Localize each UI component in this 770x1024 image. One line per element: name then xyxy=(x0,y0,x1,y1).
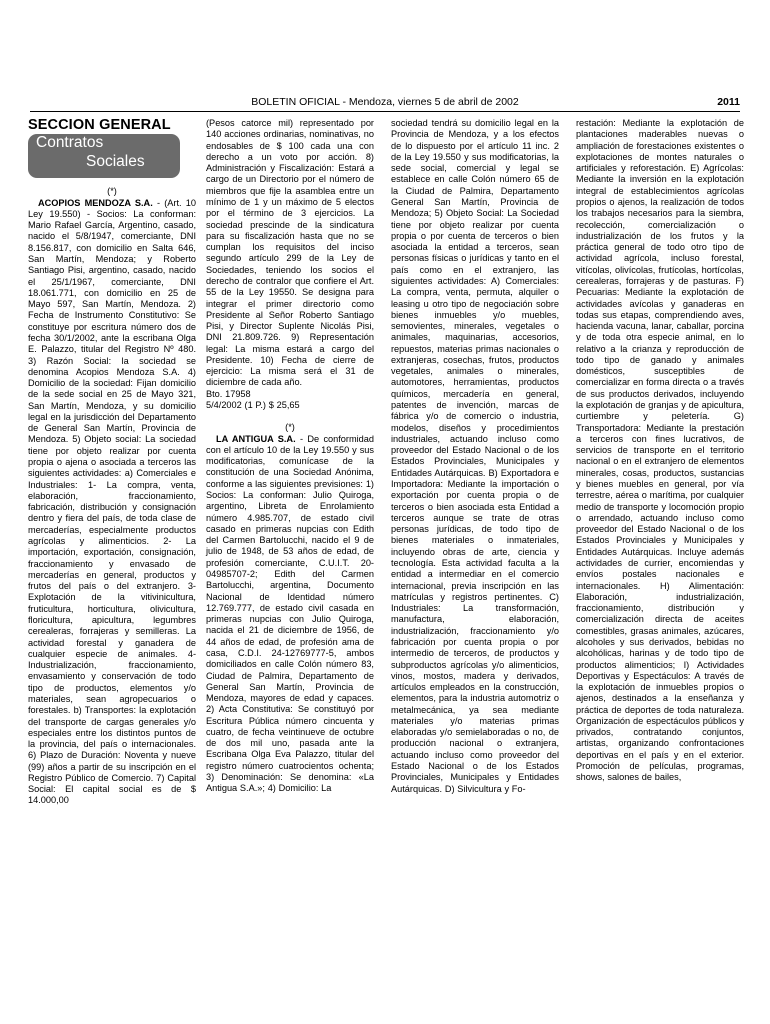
contratos-sociales-banner xyxy=(28,134,180,178)
header-title: BOLETIN OFICIAL - Mendoza, viernes 5 de abril de 2002 xyxy=(251,96,519,108)
notice-date-price: 5/4/2002 (1 P.) $ 25,65 xyxy=(206,400,300,411)
notice-continuation: restación: Mediante la explotación de plantaciones maderables nuevas o ampliación de forestaciones existentes o explotaciones de montes naturales o artificiales y reforestación. E) Agrícolas: Mediante la inversión en la explotación integral de establecimientos agrícolas propios o ajenos, la realización de todos los trabajos necesarios para la siembra, recolección, comercialización o industrialización de los frutos y la práctica general de todo otro tipo de actividad agrícola, incluso forestal, vitícolas, olivícolas, frutícolas, hortícolas, cerealeras, forrajeras y de pasturas. F) Pecuarias: Mediante la explotación de actividades avícolas y ganaderas en todas sus etapas, comprendiendo aves, hacienda vacuna, lanar, caballar, porcina y de toda otra especie animal, en lo relativo a la crianza y reproducción de todo tipo de ganado y animales domésticos, susceptibles de comercializar en forma directa o a través de sus productos derivados, incluyendo la explotación de granjas y de apicultura, curtiembre y peletería. G) Transportadora: Mediante la prestación a terceros con fines lucrativos, de servicios de transporte en el territorio nacional o en el extranjero de elementos minerales, cosas, productos, sustancias y bienes muebles en general, por vía terrestre, aérea o marítima, por cualquier medio de transporte y locomoción propio o arrendado, actuando incluso como proveedor del Estado Nacional o de los Estados Provinciales y Municipales y Entidades Autárquicas. Incluye además actividades de currier, encomiendas y envíos postales nacionales e internacionales. H) Alimentación: Elaboración, industrialización, fraccionamiento, distribución y comercialización directa de aceites comestibles, grasas animales, azúcares, alcoholes y sus derivados, bebidas no alcohólicas, harinas y de todo tipo de productos alimenticios; I) Actividades Deportivas y Espectáculos: A través de la explotación de inmuebles propios o ajenos, destinados a la enseñanza y práctica de deportes de toda naturaleza. Organización de espectáculos públicos y privados, contratando conjuntos, artistas, organizando confrontaciones deportivas en el país y en el exterior. Promoción de películas, programas, shows, salones de bailes, xyxy=(576,118,744,783)
header-rule xyxy=(30,111,740,112)
column-1 xyxy=(28,118,196,807)
notice-body: - (Art. 10 Ley 19.550) - Socios: La conforman: Mario Rafael García, Argentino, casado, nacido el 5/8/1947, comerciante, DNI 8.156.817, con domicilio en Salta 646, San Martín, Mendoza; y Roberto Santiago Pisi, argentino, casado, nacido el 25/1/1967, comerciante, DNI 18.061.771, con domicilio en 25 de Mayo 597, San Martín, Mendoza. 2) Fecha de Instrumento Constitutivo: Se constituye por escritura número dos de fecha 30/1/2002, ante la escribana Olga E. Palazzo, titular del Registro Nº 480. 3) Razón Social: la sociedad se denomina Acopios Mendoza S.A. 4) Domicilio de la sociedad: Fijan domicilio de la sede social en 25 de Mayo 321, San Martín, Mendoza, y su domicilio legal en la jurisdicción del Departamento de General San Martín, Provincia de Mendoza. 5) Objeto social: La sociedad tiene por objeto realizar por cuenta propia o ajena o asociada a terceros las siguientes actividades: a) Comerciales e Industriales: 1- La compra, venta, elaboración, fraccionamiento, fabricación, distribución y consignación dentro y fiera del país, de toda clase de mercaderías, especialmente productos agrícolas y alimenticios. 2- La importación, exportación, consignación, fraccionamiento y envasado de mercaderías en general, productos y frutos del país o del extranjero. 3- Explotación de la vitivinicultura, fruticultura, horticultura, olivicultura, floricultura, apicultura, legumbres cerealeras, forrajeras y semilleras. La actividad forestal y ganadera de cualquier especie de animales. 4- Industrialización, fraccionamiento, envasamiento y conservación de todo tipo de productos, elementos y/o materiales, sean agropecuarios o forestales. b) Transportes: la explotación del transporte de cargas generales y/o especiales entre los distintos puntos de la provincia, del país o internacionales. 6) Plazo de Duración: Noventa y nueve (99) años a partir de su inscripción en el Registro Público de Comercio. 7) Capital Social: El capital social es de $ 14.000,00 xyxy=(28,197,196,806)
section-title: SECCION GENERAL xyxy=(28,117,171,133)
notice-star: (*) xyxy=(107,186,117,197)
notice-la-antigua xyxy=(206,434,374,795)
page-header xyxy=(30,96,740,110)
page-number: 2011 xyxy=(717,96,740,108)
banner-line-2: Sociales xyxy=(86,153,145,171)
banner-line-1: Contratos xyxy=(36,134,104,152)
notice-body: - De conformidad con el artículo 10 de la Ley 19.550 y sus modificatorias, comunícase de la constitución de una Sociedad Anónima, conforme a las siguientes previsiones: 1) Socios: La conforman: Julio Quiroga, argentino, Libreta de Enrolamiento número 4.985.707, de estado civil casado en primeras nupcias con Edith del Carmen Bartolucchi, nacido el 9 de julio de 1948, de 53 años de edad, de profesión comerciante, C.U.I.T. 20-04985707-2; Edith del Carmen Bartolucchi, argentina, Documento Nacional de Identidad número 12.769.777, de estado civil casada en primeras nupcias con Julio Quiroga, nacida el 21 de diciembre de 1956, de 44 años de edad, de profesión ama de casa, C.D.I. 24-12769777-5, ambos domiciliados en calle Colón número 83, Ciudad de Palmira, Departamento de General San Martín, Provincia de Mendoza, mayores de edad y capaces. 2) Acta Constitutiva: Se constituyó por Escritura Pública número cincuenta y cuatro, de fecha veintinueve de octubre de dos mil uno, pasada ante la Escribana Olga Eva Palazzo, titular del registro número cuatrocientos ochenta; 3) Denominación: Se denomina: «La Antigua S.A.»; 4) Domicilio: La xyxy=(206,433,374,794)
column-2 xyxy=(206,118,374,795)
notice-acopios-mendoza xyxy=(28,198,196,807)
company-name: LA ANTIGUA S.A. xyxy=(216,433,296,444)
notice-star: (*) xyxy=(285,422,295,433)
notice-continuation: (Pesos catorce mil) representado por 140 acciones ordinarias, nominativas, no endosables de $ 100 cada una con derecho a un voto por acción. 8) Administración y Fiscalización: Estará a cargo de un Directorio por el número de miembros que fije la asamblea entre un mínimo de 1 y un máximo de 5 electos por el término de 3 ejercicios. La sociedad prescinde de la sindicatura para su fiscalización hasta que no se cumplan los requisitos del inciso segundo artículo 299 de la Ley de Sociedades, teniendo los socios el derecho de contralor que confiere el Art. 55 de la Ley 19550. Se designa para integrar el primer directorio como Presidente al Señor Roberto Santiago Pisi, y Director Suplente Nicolás Pisi, DNI 21.809.726. 9) Representación legal: La misma estará a cargo del Presidente. 10) Fecha de cierre de ejercicio: La misma será el 31 de diciembre de cada año. xyxy=(206,118,374,388)
column-3 xyxy=(391,118,559,795)
notice-continuation: sociedad tendrá su domicilio legal en la Provincia de Mendoza, y a los efectos de lo dispuesto por el artículo 11 inc. 2 de la Ley 19.550 y sus modificatorias, la sede social, comercial y legal se establece en calle Colón número 65 de la Ciudad de Palmira, Departamento General San Martín, Provincia de Mendoza; 5) Objeto Social: La Sociedad tiene por objeto realizar por cuenta propia o por cuenta de terceros o bien asociada la entidad a terceros, sean personas físicas o jurídicas y tanto en el país como en el extranjero, las siguientes actividades: A) Comerciales: La compra, venta, permuta, alquiler o leasing u otro tipo de negociación sobre bienes inmuebles y/o muebles, semovientes, minerales, vegetales o animales, maquinarias, accesorios, repuestos, materias primas nacionales o extranjeras, cosechas, frutos, productos vegetales, animales o minerales, automotores, herramientas, productos químicos, mercadería en general, patentes de invención, marcas de fábrica y/o de comercio o industria, modelos, diseños y procedimientos industriales, actuando incluso como proveedor del Estado Nacional o de los Estados Provinciales, Municipales y Entidades Autárquicas. B) Exportadora e Importadora: Mediante la importación o exportación por cuenta propia o de terceros o bien asociada esta Entidad a terceros aunque se trate de otras personas jurídicas, de todo tipo de bienes materiales o inmateriales, incluyendo obras de arte, ciencia y tecnología. Esta actividad faculta a la entidad a intermediar en el comercio internacional, previa inscripción en las matrículas y registros pertinentes. C) Industriales: La transformación, manufactura, elaboración, industrialización, fraccionamiento y/o fabricación por cuenta propia o por intermedio de terceros, de productos y subproductos agrícolas y/o alimenticios, vinos, mostos, madera y derivados, artículos empleados en la construcción, elementos, para la industria automotriz o metalmecánica, ya sea mediante materiales y/o materias primas elaboradas y/o semielaboradas o no, de producción nacional o extranjera, actuando incluso como proveedor del Estado Nacional o de los Estados Provinciales, Municipales y Entidades Autárquicas. D) Silvicultura y Fo- xyxy=(391,118,559,794)
column-4 xyxy=(576,118,744,784)
notice-bto: Bto. 17958 xyxy=(206,388,251,399)
spacer xyxy=(206,411,374,422)
company-name: ACOPIOS MENDOZA S.A. xyxy=(38,197,153,208)
